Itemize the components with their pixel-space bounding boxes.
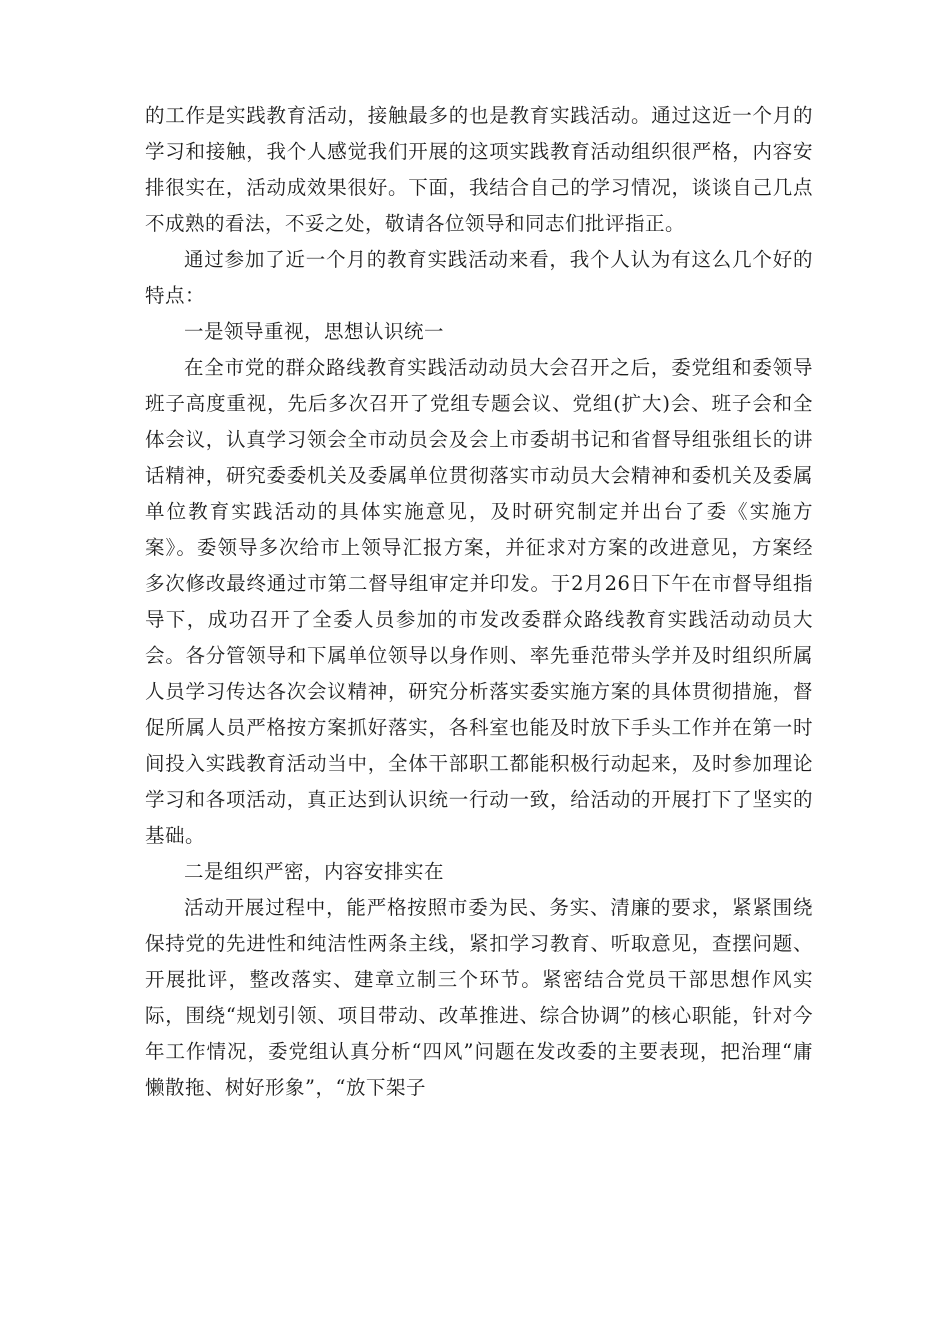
document-body: [145, 98, 813, 1106]
paragraph-4: 活动开展过程中，能严格按照市委为民、务实、清廉的要求，紧紧围绕保持党的先进性和纯洁性两条主线，紧扣学习教育、听取意见，查摆问题、开展批评，整改落实、建章立制三个环节。紧密结合党员干部思想作风实际，围绕“规划引领、项目带动、改革推进、综合协调”的核心职能，针对今年工作情况，委党组认真分析“四风”问题在发改委的主要表现，把治理“庸懒散拖、树好形象”，“放下架子: [145, 896, 813, 1099]
section-heading-1: 一是领导重视，思想认识统一: [184, 320, 445, 343]
paragraph-2: 通过参加了近一个月的教育实践活动来看，我个人认为有这么几个好的特点：: [145, 248, 813, 307]
paragraph-3: 在全市党的群众路线教育实践活动动员大会召开之后，委党组和委领导班子高度重视，先后多次召开了党组专题会议、党组(扩大)会、班子会和全体会议，认真学习领会全市动员会及会上市委胡书记和省督导组张组长的讲话精神，研究委委机关及委属单位贯彻落实市动员大会精神和委机关及委属单位教育实践活动的具体实施意见，及时研究制定并出台了委《实施方案》。委领导多次给市上领导汇报方案，并征求对方案的改进意见，方案经多次修改最终通过市第二督导组审定并印发。于2月26日下午在市督导组指导下，成功召开了全委人员参加的市发改委群众路线教育实践活动动员大会。各分管领导和下属单位领导以身作则、率先垂范带头学并及时组织所属人员学习传达各次会议精神，研究分析落实委实施方案的具体贯彻措施，督促所属人员严格按方案抓好落实，各科室也能及时放下手头工作并在第一时间投入实践教育活动当中，全体干部职工都能积极行动起来，及时参加理论学习和各项活动，真正达到认识统一行动一致，给活动的开展打下了坚实的基础。: [145, 356, 813, 847]
section-heading-2: 二是组织严密，内容安排实在: [184, 860, 445, 883]
paragraph-1: 的工作是实践教育活动，接触最多的也是教育实践活动。通过这近一个月的学习和接触，我个人感觉我们开展的这项实践教育活动组织很严格，内容安排很实在，活动成效果很好。下面，我结合自己的学习情况，谈谈自己几点不成熟的看法，不妥之处，敬请各位领导和同志们批评指正。: [145, 104, 813, 235]
